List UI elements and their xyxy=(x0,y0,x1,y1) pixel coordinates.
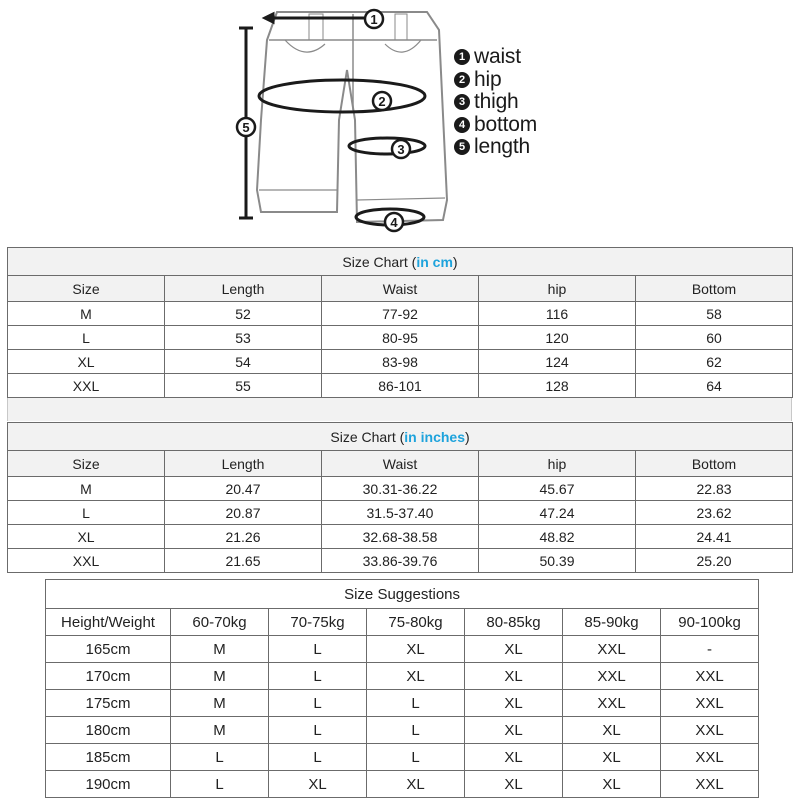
legend-label: thigh xyxy=(474,90,519,114)
table-title-row xyxy=(8,248,793,276)
table-cell: 31.5-37.40 xyxy=(322,501,479,525)
table-separator xyxy=(7,398,792,421)
table-cell: XXL xyxy=(8,374,165,398)
size-suggestions-title: Size Suggestions xyxy=(46,580,759,609)
column-header: Size xyxy=(8,276,165,302)
number-2-icon: 2 xyxy=(454,72,470,88)
table-cell: 45.67 xyxy=(479,477,636,501)
table-cell: M xyxy=(171,663,269,690)
table-cell: 55 xyxy=(165,374,322,398)
table-row xyxy=(46,690,759,717)
table-cell: XXL xyxy=(563,636,661,663)
paren-open: ( xyxy=(411,253,417,270)
table-cell: L xyxy=(269,690,367,717)
table-title-row xyxy=(46,580,759,609)
table-cell: L xyxy=(367,690,465,717)
size-chart-inches-title xyxy=(8,423,793,451)
table-row xyxy=(8,326,793,350)
table-cell: 128 xyxy=(479,374,636,398)
table-cell: L xyxy=(269,663,367,690)
legend-label: hip xyxy=(474,67,502,91)
number-4-icon: 4 xyxy=(454,117,470,133)
table-cell: 20.47 xyxy=(165,477,322,501)
table-cell: 32.68-38.58 xyxy=(322,525,479,549)
svg-text:1: 1 xyxy=(370,12,378,27)
table-cell: XXL xyxy=(661,690,759,717)
legend-item-thigh xyxy=(454,91,537,114)
table-cell: XL xyxy=(465,717,563,744)
thigh-ellipse xyxy=(349,138,425,154)
table-cell: XXL xyxy=(661,744,759,771)
table-row xyxy=(8,477,793,501)
table-cell: XL xyxy=(563,744,661,771)
column-header: Bottom xyxy=(636,276,793,302)
table-cell: L xyxy=(8,501,165,525)
table-cell: 64 xyxy=(636,374,793,398)
table-cell: M xyxy=(171,717,269,744)
table-row xyxy=(8,350,793,374)
table-cell: XXL xyxy=(661,663,759,690)
table-cell: XL xyxy=(563,717,661,744)
legend-item-length xyxy=(454,136,537,159)
table-cell: 180cm xyxy=(46,717,171,744)
table-cell: L xyxy=(8,326,165,350)
table-cell: 23.62 xyxy=(636,501,793,525)
table-cell: 47.24 xyxy=(479,501,636,525)
legend-item-bottom xyxy=(454,114,537,137)
column-header: Size xyxy=(8,451,165,477)
size-suggestions-table xyxy=(45,579,759,798)
table-cell: 33.86-39.76 xyxy=(322,549,479,573)
table-cell: XL xyxy=(465,690,563,717)
table-cell: L xyxy=(367,717,465,744)
table-cell: 50.39 xyxy=(479,549,636,573)
number-5-icon: 5 xyxy=(454,139,470,155)
table-cell: - xyxy=(661,636,759,663)
paren-open: ( xyxy=(399,428,405,445)
table-header-row xyxy=(8,276,793,302)
table-cell: 52 xyxy=(165,302,322,326)
table-cell: XL xyxy=(563,771,661,798)
table-cell: 62 xyxy=(636,350,793,374)
table-cell: L xyxy=(171,771,269,798)
number-3-icon: 3 xyxy=(454,94,470,110)
column-header: 80-85kg xyxy=(465,609,563,636)
table-cell: 24.41 xyxy=(636,525,793,549)
title-text: Size Chart xyxy=(342,253,408,270)
legend-label: bottom xyxy=(474,112,537,136)
table-cell: XXL xyxy=(8,549,165,573)
table-cell: 22.83 xyxy=(636,477,793,501)
table-cell: XL xyxy=(367,636,465,663)
table-cell: 120 xyxy=(479,326,636,350)
legend-item-waist xyxy=(454,46,537,69)
table-cell: XXL xyxy=(661,717,759,744)
column-header: hip xyxy=(479,451,636,477)
table-row xyxy=(8,501,793,525)
legend-item-hip xyxy=(454,69,537,92)
column-header: 85-90kg xyxy=(563,609,661,636)
table-cell: L xyxy=(171,744,269,771)
table-row xyxy=(46,771,759,798)
size-chart-cm-title xyxy=(8,248,793,276)
table-cell: M xyxy=(171,636,269,663)
table-cell: 80-95 xyxy=(322,326,479,350)
column-header: 60-70kg xyxy=(171,609,269,636)
unit-label: in inches xyxy=(404,428,465,445)
table-row xyxy=(46,636,759,663)
table-cell: 83-98 xyxy=(322,350,479,374)
table-cell: L xyxy=(269,744,367,771)
table-cell: 165cm xyxy=(46,636,171,663)
table-cell: L xyxy=(269,717,367,744)
table-cell: M xyxy=(8,302,165,326)
legend-label: length xyxy=(474,135,531,159)
table-cell: 30.31-36.22 xyxy=(322,477,479,501)
unit-label: in cm xyxy=(416,253,453,270)
table-cell: 77-92 xyxy=(322,302,479,326)
table-cell: 25.20 xyxy=(636,549,793,573)
table-cell: 185cm xyxy=(46,744,171,771)
table-cell: 116 xyxy=(479,302,636,326)
table-cell: XXL xyxy=(563,690,661,717)
svg-text:3: 3 xyxy=(397,142,405,157)
column-header: hip xyxy=(479,276,636,302)
table-header-row xyxy=(46,609,759,636)
svg-text:2: 2 xyxy=(378,94,386,109)
column-header: Bottom xyxy=(636,451,793,477)
table-cell: XL xyxy=(367,663,465,690)
table-title-row xyxy=(8,423,793,451)
table-cell: 175cm xyxy=(46,690,171,717)
size-chart-inches-table xyxy=(7,422,793,573)
table-row xyxy=(46,663,759,690)
number-1-icon: 1 xyxy=(454,49,470,65)
paren-close: ) xyxy=(452,253,458,270)
table-row xyxy=(46,744,759,771)
table-cell: 20.87 xyxy=(165,501,322,525)
table-row xyxy=(8,374,793,398)
table-cell: XL xyxy=(8,525,165,549)
table-cell: XL xyxy=(8,350,165,374)
table-cell: M xyxy=(171,690,269,717)
table-cell: XL xyxy=(465,636,563,663)
table-cell: 60 xyxy=(636,326,793,350)
table-cell: 170cm xyxy=(46,663,171,690)
table-row xyxy=(8,549,793,573)
table-row xyxy=(8,525,793,549)
table-cell: XL xyxy=(465,663,563,690)
column-header: Length xyxy=(165,451,322,477)
table-row xyxy=(8,302,793,326)
table-cell: 86-101 xyxy=(322,374,479,398)
table-cell: 21.65 xyxy=(165,549,322,573)
size-chart-cm-table xyxy=(7,247,793,398)
table-cell: 21.26 xyxy=(165,525,322,549)
table-header-row xyxy=(8,451,793,477)
table-cell: XXL xyxy=(661,771,759,798)
table-cell: 124 xyxy=(479,350,636,374)
table-cell: XL xyxy=(367,771,465,798)
table-cell: XL xyxy=(465,771,563,798)
measurement-legend xyxy=(454,46,537,159)
column-header: Waist xyxy=(322,276,479,302)
column-header: 90-100kg xyxy=(661,609,759,636)
table-cell: XL xyxy=(269,771,367,798)
table-cell: 190cm xyxy=(46,771,171,798)
table-cell: 54 xyxy=(165,350,322,374)
table-cell: XL xyxy=(465,744,563,771)
table-cell: 48.82 xyxy=(479,525,636,549)
table-cell: L xyxy=(367,744,465,771)
table-cell: 53 xyxy=(165,326,322,350)
svg-text:4: 4 xyxy=(390,215,398,230)
column-header: 75-80kg xyxy=(367,609,465,636)
table-row xyxy=(46,717,759,744)
svg-text:5: 5 xyxy=(242,120,250,135)
column-header: 70-75kg xyxy=(269,609,367,636)
column-header: Waist xyxy=(322,451,479,477)
table-cell: M xyxy=(8,477,165,501)
column-header: Height/Weight xyxy=(46,609,171,636)
paren-close: ) xyxy=(464,428,470,445)
shorts-measurement-illustration xyxy=(225,0,575,240)
table-cell: XXL xyxy=(563,663,661,690)
legend-label: waist xyxy=(474,45,521,69)
title-text: Size Chart xyxy=(330,428,396,445)
table-cell: L xyxy=(269,636,367,663)
column-header: Length xyxy=(165,276,322,302)
table-cell: 58 xyxy=(636,302,793,326)
